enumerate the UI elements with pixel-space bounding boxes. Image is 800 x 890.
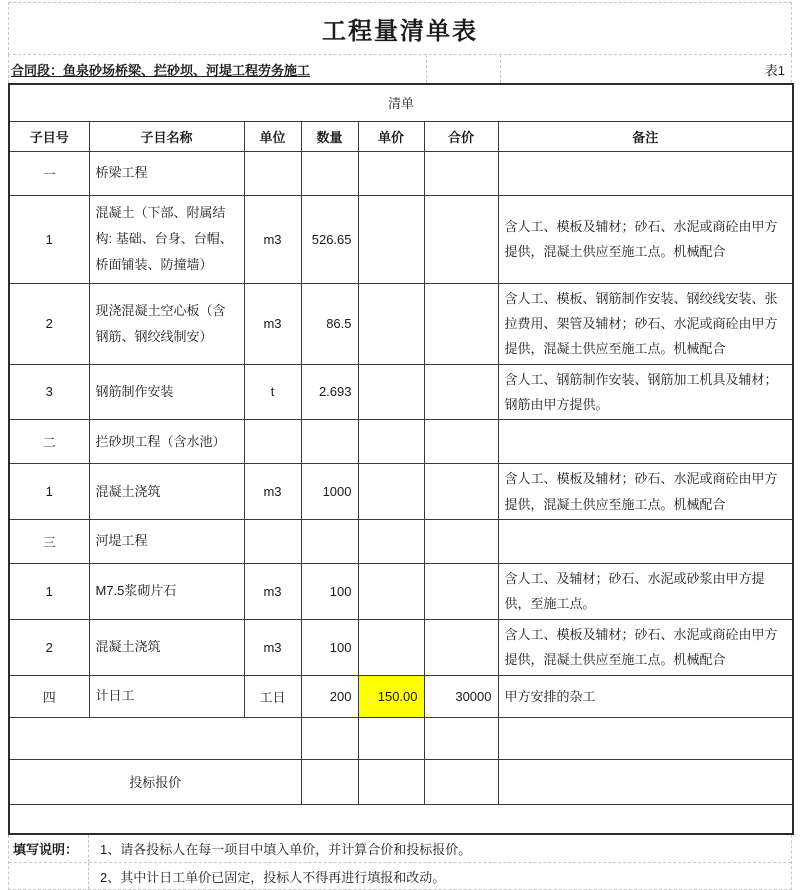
cell-remark (498, 151, 793, 195)
cell-name: 混凝土（下部、附属结构: 基础、台身、台帽、桥面铺装、防撞墙） (89, 195, 244, 283)
fill-instructions-label: 填写说明： (9, 835, 89, 862)
cell-no: 1 (9, 464, 89, 520)
list-header: 清单 (9, 84, 793, 121)
column-header-row (9, 121, 793, 151)
cell-name: 现浇混凝土空心板（含钢筋、钢绞线制安） (89, 283, 244, 364)
col-header-total: 合价 (424, 121, 498, 151)
cell-price (358, 464, 424, 520)
note-text-1: 1、请各投标人在每一项目中填入单价，并计算合价和投标报价。 (100, 842, 472, 858)
cell-price (358, 283, 424, 364)
table-row (9, 563, 793, 619)
contract-section-row (8, 55, 792, 83)
cell-price-highlighted: 150.00 (358, 675, 424, 717)
cell-name: 计日工 (89, 675, 244, 717)
table-row (9, 464, 793, 520)
cell-total (424, 151, 498, 195)
cell-no: 2 (9, 283, 89, 364)
contract-empty-cell (426, 55, 501, 83)
cell-total (424, 283, 498, 364)
cell-unit: m3 (244, 464, 301, 520)
cell-remark (498, 759, 793, 804)
quantity-list-sheet (8, 2, 792, 890)
cell-price (358, 563, 424, 619)
table-number-label: 表1 (764, 62, 785, 78)
cell-name: 钢筋制作安装 (89, 364, 244, 420)
cell-total (424, 420, 498, 464)
table-row (9, 364, 793, 420)
cell-unit (244, 420, 301, 464)
table-row-bid-price (9, 759, 793, 804)
cell-unit (244, 519, 301, 563)
cell-price (358, 619, 424, 675)
cell-price (358, 519, 424, 563)
cell-unit: m3 (244, 195, 301, 283)
table-row-section-3 (9, 519, 793, 563)
cell-merged-empty (9, 717, 301, 759)
cell-unit (244, 151, 301, 195)
cell-price (358, 364, 424, 420)
cell-total (424, 519, 498, 563)
note-row-1 (9, 835, 791, 862)
cell-unit: 工日 (244, 675, 301, 717)
col-header-price: 单价 (358, 121, 424, 151)
cell-total (424, 717, 498, 759)
cell-no: 四 (9, 675, 89, 717)
fill-instructions-label-empty (9, 863, 89, 889)
table-row-section-2 (9, 420, 793, 464)
cell-qty: 86.5 (301, 283, 358, 364)
cell-total (424, 464, 498, 520)
cell-name: M7.5浆砌片石 (89, 563, 244, 619)
cell-remark: 含人工、钢筋制作安装、钢筋加工机具及辅材；钢筋由甲方提供。 (498, 364, 793, 420)
cell-remark (498, 717, 793, 759)
table-row-empty (9, 717, 793, 759)
col-header-remark: 备注 (498, 121, 793, 151)
cell-qty (301, 717, 358, 759)
cell-unit: m3 (244, 283, 301, 364)
cell-price (358, 151, 424, 195)
cell-remark: 含人工、模板及辅材；砂石、水泥或商砼由甲方提供，混凝土供应至施工点。机械配合 (498, 195, 793, 283)
cell-remark: 含人工、模板及辅材；砂石、水泥或商砼由甲方提供，混凝土供应至施工点。机械配合 (498, 464, 793, 520)
cell-qty (301, 420, 358, 464)
bid-price-label: 投标报价 (9, 759, 301, 804)
table-row-blank-full (9, 804, 793, 834)
cell-remark (498, 519, 793, 563)
cell-total (424, 195, 498, 283)
cell-price (358, 759, 424, 804)
cell-blank-full (9, 804, 793, 834)
cell-price (358, 195, 424, 283)
cell-total (424, 563, 498, 619)
cell-remark: 甲方安排的杂工 (498, 675, 793, 717)
cell-qty: 526.65 (301, 195, 358, 283)
col-header-name: 子目名称 (89, 121, 244, 151)
cell-no: 3 (9, 364, 89, 420)
cell-price (358, 717, 424, 759)
cell-name: 桥梁工程 (89, 151, 244, 195)
cell-unit: m3 (244, 619, 301, 675)
cell-no: 二 (9, 420, 89, 464)
table-row (9, 283, 793, 364)
cell-total: 30000 (424, 675, 498, 717)
cell-unit: m3 (244, 563, 301, 619)
table-row-daywork (9, 675, 793, 717)
note-row-2 (9, 862, 791, 889)
col-header-qty: 数量 (301, 121, 358, 151)
cell-remark (498, 420, 793, 464)
quantity-table (8, 83, 794, 835)
cell-no: 1 (9, 195, 89, 283)
page-title: 工程量清单表 (8, 2, 792, 55)
cell-remark: 含人工、模板及辅材；砂石、水泥或商砼由甲方提供，混凝土供应至施工点。机械配合 (498, 619, 793, 675)
cell-total (424, 364, 498, 420)
col-header-unit: 单位 (244, 121, 301, 151)
cell-qty (301, 759, 358, 804)
cell-name: 混凝土浇筑 (89, 619, 244, 675)
table-row-section-1 (9, 151, 793, 195)
cell-no: 一 (9, 151, 89, 195)
cell-price (358, 420, 424, 464)
cell-unit: t (244, 364, 301, 420)
contract-section-label: 合同段：鱼泉砂场桥梁、拦砂坝、河堤工程劳务施工 (11, 62, 311, 78)
cell-qty: 100 (301, 563, 358, 619)
list-header-row (9, 84, 793, 121)
cell-total (424, 619, 498, 675)
cell-qty: 200 (301, 675, 358, 717)
cell-total (424, 759, 498, 804)
col-header-no: 子目号 (9, 121, 89, 151)
cell-name: 河堤工程 (89, 519, 244, 563)
cell-qty (301, 519, 358, 563)
cell-no: 1 (9, 563, 89, 619)
cell-remark: 含人工、及辅材；砂石、水泥或砂浆由甲方提供，至施工点。 (498, 563, 793, 619)
cell-no: 三 (9, 519, 89, 563)
table-row (9, 195, 793, 283)
cell-qty: 1000 (301, 464, 358, 520)
cell-name: 拦砂坝工程（含水池） (89, 420, 244, 464)
cell-name: 混凝土浇筑 (89, 464, 244, 520)
cell-no: 2 (9, 619, 89, 675)
cell-qty: 100 (301, 619, 358, 675)
cell-remark: 含人工、模板、钢筋制作安装、钢绞线安装、张拉费用、架管及辅材；砂石、水泥或商砼由甲方提供，混凝土供应至施工点。机械配合 (498, 283, 793, 364)
cell-qty (301, 151, 358, 195)
table-row (9, 619, 793, 675)
fill-instructions (8, 835, 792, 890)
note-text-2: 2、其中计日工单价已固定，投标人不得再进行填报和改动。 (100, 869, 446, 885)
cell-qty: 2.693 (301, 364, 358, 420)
